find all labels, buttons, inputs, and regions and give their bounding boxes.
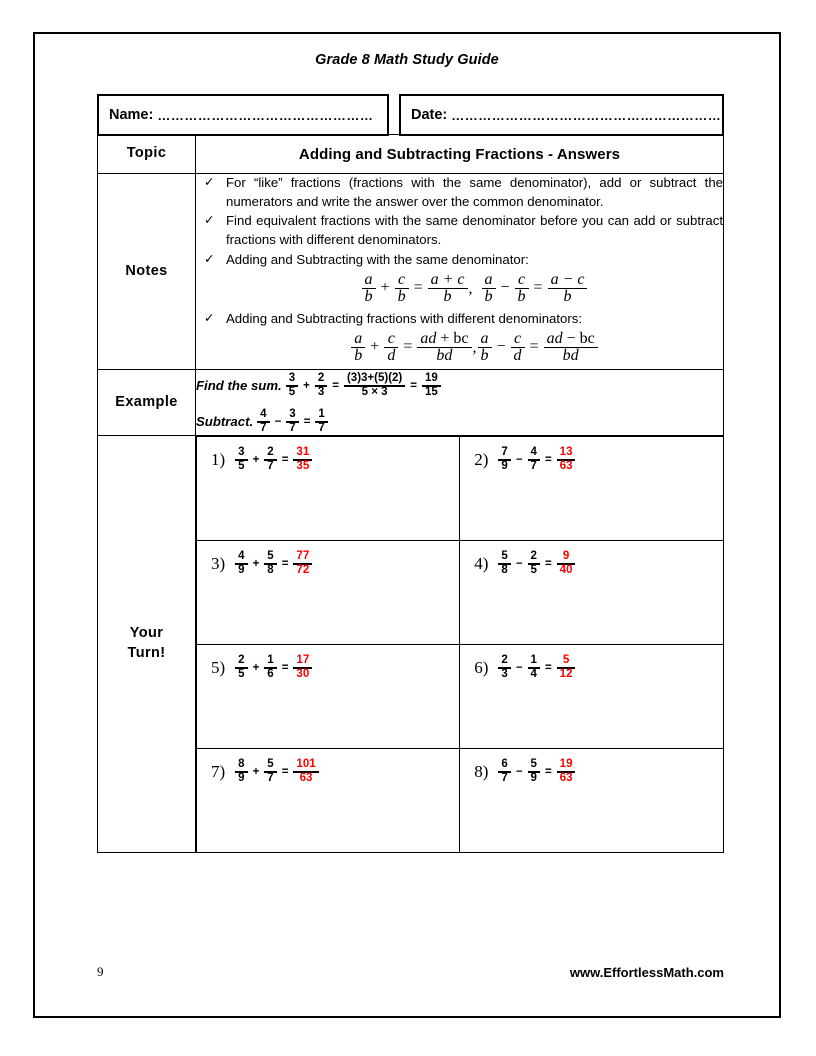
equals-sign: = [529, 338, 539, 356]
problem-equation [497, 447, 576, 473]
problem-equation [234, 551, 313, 577]
formula-term: a − c [548, 272, 588, 290]
term: 4 [235, 551, 247, 565]
term: 2 [235, 655, 247, 669]
term: 4 [530, 667, 537, 680]
answer [293, 655, 312, 681]
your-turn-label [98, 435, 196, 853]
formula-different-denominator [226, 331, 723, 365]
problem-cell-4[interactable] [460, 540, 723, 644]
answer-numerator: 101 [293, 759, 318, 773]
example-prompt: Find the sum. [196, 378, 282, 394]
equals-sign: = [303, 415, 311, 428]
problem [474, 447, 714, 473]
problem-number: 7) [211, 761, 226, 781]
note-text: For “like” fractions (fractions with the same denominator), add or subtract the numerators and write the answer over the common denominator. [226, 175, 723, 209]
name-date-row [97, 94, 724, 136]
problem [474, 655, 714, 681]
term: 7 [318, 421, 325, 434]
answer-numerator: 19 [557, 759, 576, 773]
problem-cell-8[interactable] [460, 748, 723, 852]
operator: + [370, 338, 380, 356]
note-text: Adding and Subtracting fractions with different denominators: [226, 310, 583, 326]
problem-row [197, 436, 724, 540]
page-title: Grade 8 Math Study Guide [315, 52, 499, 68]
answer-denominator: 63 [299, 771, 313, 784]
answer [293, 551, 312, 577]
answer-numerator: 77 [293, 551, 312, 565]
term: 5 [530, 563, 537, 576]
term: 7 [289, 421, 296, 434]
answer-denominator: 35 [296, 459, 310, 472]
checkmark-icon: ✓ [204, 213, 215, 228]
name-label: Name: [109, 107, 154, 123]
problem-cell-5[interactable] [197, 644, 460, 748]
example-label: Example [98, 369, 196, 435]
note-item [196, 310, 723, 365]
answer [557, 759, 576, 785]
problem-number: 2) [474, 449, 489, 469]
formula-term: b [517, 288, 526, 306]
date-field[interactable] [399, 94, 724, 136]
formula-term: b [563, 288, 572, 306]
formula-term: bd [436, 347, 453, 365]
study-guide-table [97, 134, 724, 853]
problem [211, 447, 451, 473]
problem-cell-3[interactable] [197, 540, 460, 644]
problem-equation [497, 655, 576, 681]
operator: + [252, 557, 260, 570]
term: 2 [315, 373, 327, 387]
term: 2 [498, 655, 510, 669]
problem-equation [234, 447, 313, 473]
problem-equation [497, 759, 576, 785]
term: 5 [264, 759, 276, 773]
operator: − [515, 557, 523, 570]
term: 3 [286, 373, 298, 387]
formula-term: a [482, 272, 496, 290]
term: 5 [498, 551, 510, 565]
example-row [98, 369, 724, 435]
equals-sign: = [281, 557, 289, 570]
example-content [196, 369, 724, 435]
note-text: Adding and Subtracting with the same denominator: [226, 251, 529, 267]
your-turn-label-line2: Turn! [127, 644, 166, 661]
date-label: Date: [411, 107, 448, 123]
term: 1 [528, 655, 540, 669]
operator: − [274, 415, 282, 428]
formula-term: ad [546, 329, 563, 347]
term: 7 [501, 771, 508, 784]
operator: + [436, 329, 454, 347]
formula-term: a [351, 331, 365, 349]
note-item [196, 174, 723, 211]
notes-list [196, 174, 723, 365]
term: 2 [528, 551, 540, 565]
term: 8 [235, 759, 247, 773]
name-field[interactable] [97, 94, 389, 136]
note-text: Find equivalent fractions with the same denominator before you can add or subtract fractions with different denominators. [226, 213, 723, 248]
formula-term: a [478, 331, 492, 349]
formula-term: b [364, 288, 373, 306]
topic-value: Adding and Subtracting Fractions - Answers [196, 135, 724, 174]
formula-term: bd [562, 347, 579, 365]
problem-row [197, 748, 724, 852]
page-number: 9 [97, 964, 104, 979]
formula-same-denominator [226, 272, 723, 306]
term: 8 [501, 563, 508, 576]
operator: + [303, 379, 310, 392]
operator: − [515, 765, 523, 778]
problem-number: 4) [474, 553, 489, 573]
note-item [196, 212, 723, 249]
term: 6 [267, 667, 274, 680]
operator: + [252, 661, 260, 674]
website-link[interactable]: www.EffortlessMath.com [569, 965, 724, 980]
problem [211, 759, 451, 785]
term: 6 [498, 759, 510, 773]
formula-term: d [513, 347, 522, 365]
problem-cell-7[interactable] [197, 748, 460, 852]
term: 9 [238, 771, 245, 784]
your-turn-row [98, 435, 724, 853]
formula-term: a + c [428, 272, 468, 290]
checkmark-icon: ✓ [204, 251, 215, 266]
equals-sign: = [544, 557, 552, 570]
formula-term: b [480, 347, 489, 365]
problems-grid [196, 436, 724, 853]
equals-sign: = [544, 453, 552, 466]
example-equation [256, 409, 329, 435]
problem [211, 551, 451, 577]
formula-term: b [484, 288, 493, 306]
checkmark-icon: ✓ [204, 175, 215, 189]
formula-term: ad [420, 329, 437, 347]
note-item [196, 251, 723, 306]
term: 3 [235, 447, 247, 461]
problem-cell-1[interactable] [197, 436, 460, 540]
problem [474, 551, 714, 577]
operator: − [500, 279, 510, 297]
answer [557, 447, 576, 473]
term: 5 [264, 551, 276, 565]
operator: + [380, 279, 390, 297]
term: 4 [528, 447, 540, 461]
equals-sign: = [281, 765, 289, 778]
term: 7 [260, 421, 267, 434]
formula-term: d [387, 347, 396, 365]
page-border [33, 32, 781, 1018]
formula-term: b [443, 288, 452, 306]
term: 15 [424, 385, 438, 398]
answer-denominator: 63 [559, 771, 573, 784]
equals-sign: = [281, 453, 289, 466]
term: 3 [317, 385, 325, 398]
answer-denominator: 63 [559, 459, 573, 472]
equals-sign: = [544, 765, 552, 778]
answer [557, 551, 576, 577]
example-prompt: Subtract. [196, 414, 254, 430]
answer-numerator: 31 [293, 447, 312, 461]
page-footer [97, 964, 724, 980]
term: (3)3+(5)(2) [344, 373, 405, 387]
answer-denominator: 72 [296, 563, 310, 576]
answer [557, 655, 576, 681]
example-line-sum [196, 373, 723, 399]
formula-term: bc [579, 329, 595, 347]
problem-equation [497, 551, 576, 577]
answer [293, 759, 318, 785]
notes-label: Notes [98, 174, 196, 370]
equals-sign: = [403, 338, 413, 356]
problem [211, 655, 451, 681]
name-dotted-line: ………………………………………… [157, 107, 374, 123]
answer-numerator: 17 [293, 655, 312, 669]
problem-equation [234, 759, 319, 785]
topic-row [98, 135, 724, 174]
formula-term: b [397, 288, 406, 306]
formula-term: a [362, 272, 376, 290]
problem-number: 3) [211, 553, 226, 573]
formula-term: c [511, 331, 525, 349]
formula-term: c [384, 331, 398, 349]
problem-number: 6) [474, 657, 489, 677]
equals-sign: = [410, 379, 417, 392]
answer-denominator: 12 [559, 667, 573, 680]
term: 9 [530, 771, 537, 784]
equals-sign: = [544, 661, 552, 674]
equals-sign: = [281, 661, 289, 674]
operator: + [252, 765, 260, 778]
equals-sign: = [332, 379, 339, 392]
problem [474, 759, 714, 785]
answer-denominator: 40 [559, 563, 573, 576]
term: 2 [264, 447, 276, 461]
answer [293, 447, 312, 473]
term: 8 [267, 563, 274, 576]
answer-numerator: 9 [557, 551, 576, 565]
problem-cell-2[interactable] [460, 436, 723, 540]
operator: − [515, 453, 523, 466]
formula-term: c [515, 272, 529, 290]
answer-numerator: 5 [557, 655, 576, 669]
operator: − [562, 329, 580, 347]
term: 9 [501, 459, 508, 472]
equals-sign: = [413, 279, 423, 297]
term: 5 [288, 385, 296, 398]
operator: + [252, 453, 260, 466]
your-turn-label-line1: Your [129, 625, 164, 642]
formula-term: c [395, 272, 409, 290]
topic-label: Topic [98, 135, 196, 174]
problem-number: 5) [211, 657, 226, 677]
answer-denominator: 30 [296, 667, 310, 680]
term: 1 [315, 409, 327, 423]
term: 7 [267, 459, 274, 472]
term: 3 [286, 409, 298, 423]
example-equation [285, 373, 442, 399]
checkmark-icon: ✓ [204, 310, 215, 325]
term: 9 [238, 563, 245, 576]
date-dotted-line: …………………………………………………… [451, 107, 722, 123]
operator: − [515, 661, 523, 674]
term: 5 [238, 667, 245, 680]
term: 5 [238, 459, 245, 472]
term: 7 [267, 771, 274, 784]
problem-row [197, 540, 724, 644]
formula-term: b [354, 347, 363, 365]
problem-number: 1) [211, 449, 226, 469]
operator: − [496, 338, 506, 356]
problems-container [196, 435, 724, 853]
equals-sign: = [533, 279, 543, 297]
term: 7 [530, 459, 537, 472]
term: 1 [264, 655, 276, 669]
separator: , [468, 279, 473, 297]
problem-cell-6[interactable] [460, 644, 723, 748]
example-line-subtract [196, 409, 723, 435]
term: 3 [501, 667, 508, 680]
term: 5 × 3 [361, 385, 388, 398]
problem-row [197, 644, 724, 748]
answer-numerator: 13 [557, 447, 576, 461]
term: 19 [422, 373, 441, 387]
problem-number: 8) [474, 761, 489, 781]
notes-row [98, 174, 724, 370]
term: 4 [257, 409, 269, 423]
term: 5 [528, 759, 540, 773]
problem-equation [234, 655, 313, 681]
separator: , [472, 338, 477, 356]
formula-term: bc [453, 329, 469, 347]
term: 7 [498, 447, 510, 461]
notes-content [196, 174, 724, 370]
